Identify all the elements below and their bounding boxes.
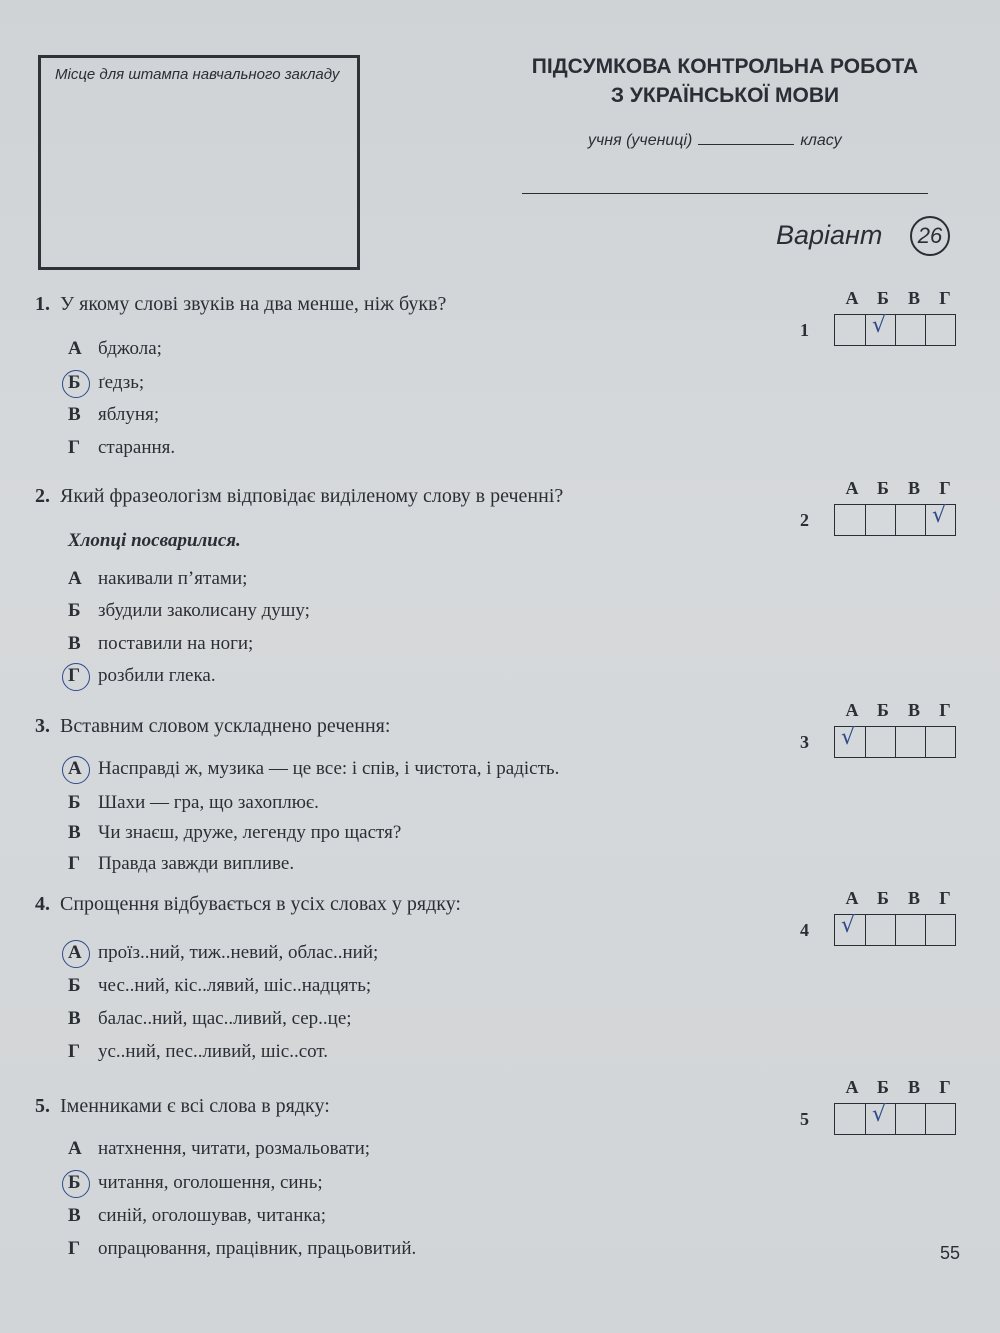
answer-grid-header [838, 700, 968, 722]
option-letter-wrap [68, 975, 98, 997]
grid-letter: А [845, 888, 859, 908]
option-letter: В [68, 822, 81, 843]
answer-cells [834, 1103, 956, 1135]
option-letter: В [68, 1205, 81, 1226]
option-text: чес..ний, кіс..лявий, шіс..надцять; [98, 975, 372, 996]
option-text: Чи знаєш, друже, легенду про щастя? [98, 822, 402, 843]
question-number: 5. [35, 1095, 50, 1117]
answer-cell[interactable] [835, 915, 865, 945]
check-mark: √ [872, 313, 887, 338]
answer-option[interactable] [68, 404, 159, 426]
question-number: 4. [35, 893, 50, 915]
variant-label: Варіант [776, 220, 883, 250]
answer-cells [834, 314, 956, 346]
circled-answer-mark [62, 1170, 90, 1198]
question-text: Спрощення відбувається в усіх словах у рядку: [60, 893, 461, 915]
option-letter-wrap [68, 1041, 98, 1063]
check-mark: √ [841, 725, 856, 750]
question-text: Який фразеологізм відповідає виділеному слову в реченні? [60, 485, 564, 507]
option-text: ус..ний, пес..ливий, шіс..сот. [98, 1041, 329, 1062]
circled-answer-mark [62, 940, 90, 968]
answer-cell[interactable] [895, 315, 925, 345]
answer-cell[interactable] [865, 915, 895, 945]
answer-cell[interactable] [925, 727, 955, 757]
option-text: ґедзь; [98, 372, 145, 393]
page-number: 55 [940, 1243, 961, 1263]
grid-letter: А [845, 1077, 859, 1097]
answer-cell[interactable] [925, 915, 955, 945]
grid-letter: Г [939, 1077, 951, 1097]
answer-option[interactable] [68, 942, 378, 964]
answer-option[interactable] [68, 1041, 328, 1063]
student-line [588, 130, 842, 150]
answer-cell[interactable] [835, 1104, 865, 1134]
option-letter: А [68, 568, 82, 589]
option-text: Правда завжди випливе. [98, 853, 295, 874]
question-5 [35, 1095, 330, 1118]
answer-cell[interactable] [865, 727, 895, 757]
answer-option[interactable] [68, 822, 401, 844]
answer-option[interactable] [68, 1172, 323, 1194]
question-text: Вставним словом ускладнено речення: [60, 715, 391, 737]
answer-option[interactable] [68, 1008, 352, 1030]
option-text: старання. [98, 437, 176, 458]
option-text: читання, оголошення, синь; [98, 1172, 323, 1193]
grid-letter: А [845, 288, 859, 308]
option-text: збудили заколисану душу; [98, 600, 310, 621]
option-letter-wrap [68, 372, 98, 394]
grid-row-number: 2 [800, 510, 809, 530]
answer-option[interactable] [68, 853, 294, 875]
option-letter: Г [68, 853, 81, 874]
variant-number: 26 [910, 216, 950, 256]
option-letter: В [68, 1008, 81, 1029]
answer-cell[interactable] [895, 1104, 925, 1134]
circled-answer-mark [62, 370, 90, 398]
question-4 [35, 893, 461, 916]
option-letter-wrap [68, 853, 98, 875]
question-number: 2. [35, 485, 50, 507]
option-letter-wrap [68, 1008, 98, 1030]
option-letter-wrap [68, 568, 98, 590]
answer-cell[interactable] [895, 727, 925, 757]
option-letter: Г [68, 1238, 81, 1259]
answer-option[interactable] [68, 568, 247, 590]
grid-letter: В [907, 288, 920, 308]
grid-letter: Г [939, 888, 951, 908]
answer-cells [834, 914, 956, 946]
option-letter: Г [68, 665, 81, 686]
option-letter: Б [68, 792, 81, 813]
option-letter: В [68, 404, 81, 425]
option-text: натхнення, читати, розмальовати; [98, 1138, 371, 1159]
answer-option[interactable] [68, 633, 253, 655]
grid-letter: Б [877, 288, 889, 308]
option-text: яблуня; [98, 404, 160, 425]
option-letter-wrap [68, 1172, 98, 1194]
answer-option[interactable] [68, 1238, 416, 1260]
option-text: синій, оголошував, читанка; [98, 1205, 327, 1226]
grid-letter: В [907, 700, 920, 720]
answer-option[interactable] [68, 758, 559, 780]
answer-cell[interactable] [925, 315, 955, 345]
answer-cells [834, 504, 956, 536]
answer-cell[interactable] [835, 505, 865, 535]
title-line-1: ПІДСУМКОВА КОНТРОЛЬНА РОБОТА [531, 55, 919, 78]
option-letter: Б [68, 975, 81, 996]
option-letter-wrap [68, 1138, 98, 1160]
question-number: 1. [35, 293, 50, 315]
class-blank [698, 130, 794, 145]
option-text: проїз..ний, тиж..невий, облас..ний; [98, 942, 379, 963]
grid-letter: Г [939, 288, 951, 308]
option-text: бджола; [98, 338, 162, 359]
option-letter-wrap [68, 437, 98, 459]
option-letter-wrap [68, 822, 98, 844]
stamp-box [38, 55, 360, 270]
answer-cell[interactable] [835, 315, 865, 345]
option-text: розбили глека. [98, 665, 216, 686]
question-2 [35, 485, 563, 508]
option-letter: А [68, 338, 82, 359]
option-text: Шахи — гра, що захоплює. [98, 792, 319, 813]
grid-letter: Б [877, 888, 889, 908]
grid-letter: А [845, 700, 859, 720]
name-blank-line [522, 193, 928, 194]
grid-letter: Б [877, 700, 889, 720]
answer-option[interactable] [68, 1138, 370, 1160]
student-suffix: класу [800, 132, 842, 149]
question-number: 3. [35, 715, 50, 737]
grid-letter: В [907, 1077, 920, 1097]
question-sentence: Хлопці посварилися. [68, 530, 241, 551]
option-text: поставили на ноги; [98, 633, 254, 654]
option-letter: Г [68, 437, 81, 458]
option-letter: Б [68, 1172, 81, 1193]
grid-letter: А [845, 478, 859, 498]
answer-cell[interactable] [895, 915, 925, 945]
answer-cell[interactable] [865, 1104, 895, 1134]
circled-answer-mark [62, 663, 90, 691]
title-line-2: З УКРАЇНСЬКОЇ МОВИ [610, 84, 840, 107]
grid-letter: Г [939, 700, 951, 720]
option-letter: Г [68, 1041, 81, 1062]
option-letter: Б [68, 372, 81, 393]
question-text: Іменниками є всі слова в рядку: [60, 1095, 330, 1117]
grid-row-number: 3 [800, 732, 809, 752]
grid-row-number: 1 [800, 320, 809, 340]
answer-cell[interactable] [865, 505, 895, 535]
check-mark: √ [872, 1102, 887, 1127]
option-letter: В [68, 633, 81, 654]
option-letter-wrap [68, 633, 98, 655]
answer-option[interactable] [68, 437, 175, 459]
option-letter-wrap [68, 665, 98, 687]
grid-letter: В [907, 888, 920, 908]
answer-cells [834, 726, 956, 758]
option-text: балас..ний, щас..ливий, сер..це; [98, 1008, 352, 1029]
option-letter-wrap [68, 1238, 98, 1260]
option-letter-wrap [68, 758, 98, 780]
option-letter-wrap [68, 600, 98, 622]
answer-grid-header [838, 888, 968, 910]
grid-letter: В [907, 478, 920, 498]
answer-grid-header [838, 288, 968, 310]
answer-option[interactable] [68, 975, 371, 997]
grid-letter: Б [877, 478, 889, 498]
grid-letter: Г [939, 478, 951, 498]
option-text: опрацювання, працівник, працьовитий. [98, 1238, 417, 1259]
answer-option[interactable] [68, 665, 216, 687]
grid-row-number: 4 [800, 920, 809, 940]
grid-row-number: 5 [800, 1109, 809, 1129]
option-letter: Б [68, 600, 81, 621]
answer-cell[interactable] [865, 315, 895, 345]
answer-grid-header [838, 478, 968, 500]
answer-cell[interactable] [895, 505, 925, 535]
option-letter-wrap [68, 942, 98, 964]
stamp-label: Місце для штампа навчального закладу [55, 66, 340, 83]
answer-option[interactable] [68, 372, 144, 394]
answer-grid-header [838, 1077, 968, 1099]
answer-cell[interactable] [925, 1104, 955, 1134]
answer-option[interactable] [68, 338, 162, 360]
question-1 [35, 293, 446, 316]
grid-letter: Б [877, 1077, 889, 1097]
answer-option[interactable] [68, 1205, 326, 1227]
check-mark: √ [932, 503, 947, 528]
option-text: накивали п’ятами; [98, 568, 248, 589]
answer-option[interactable] [68, 600, 310, 622]
student-prefix: учня (учениці) [588, 132, 693, 149]
check-mark: √ [841, 913, 856, 938]
option-letter-wrap [68, 792, 98, 814]
option-letter-wrap [68, 404, 98, 426]
option-letter: А [68, 1138, 82, 1159]
question-3 [35, 715, 390, 738]
option-letter-wrap [68, 1205, 98, 1227]
circled-answer-mark [62, 756, 90, 784]
answer-option[interactable] [68, 792, 319, 814]
answer-cell[interactable] [925, 505, 955, 535]
question-text: У якому слові звуків на два менше, ніж букв? [60, 293, 447, 315]
option-letter: А [68, 942, 82, 963]
option-letter: А [68, 758, 82, 779]
option-text: Насправді ж, музика — це все: і спів, і чистота, і радість. [98, 758, 560, 779]
answer-cell[interactable] [835, 727, 865, 757]
option-letter-wrap [68, 338, 98, 360]
